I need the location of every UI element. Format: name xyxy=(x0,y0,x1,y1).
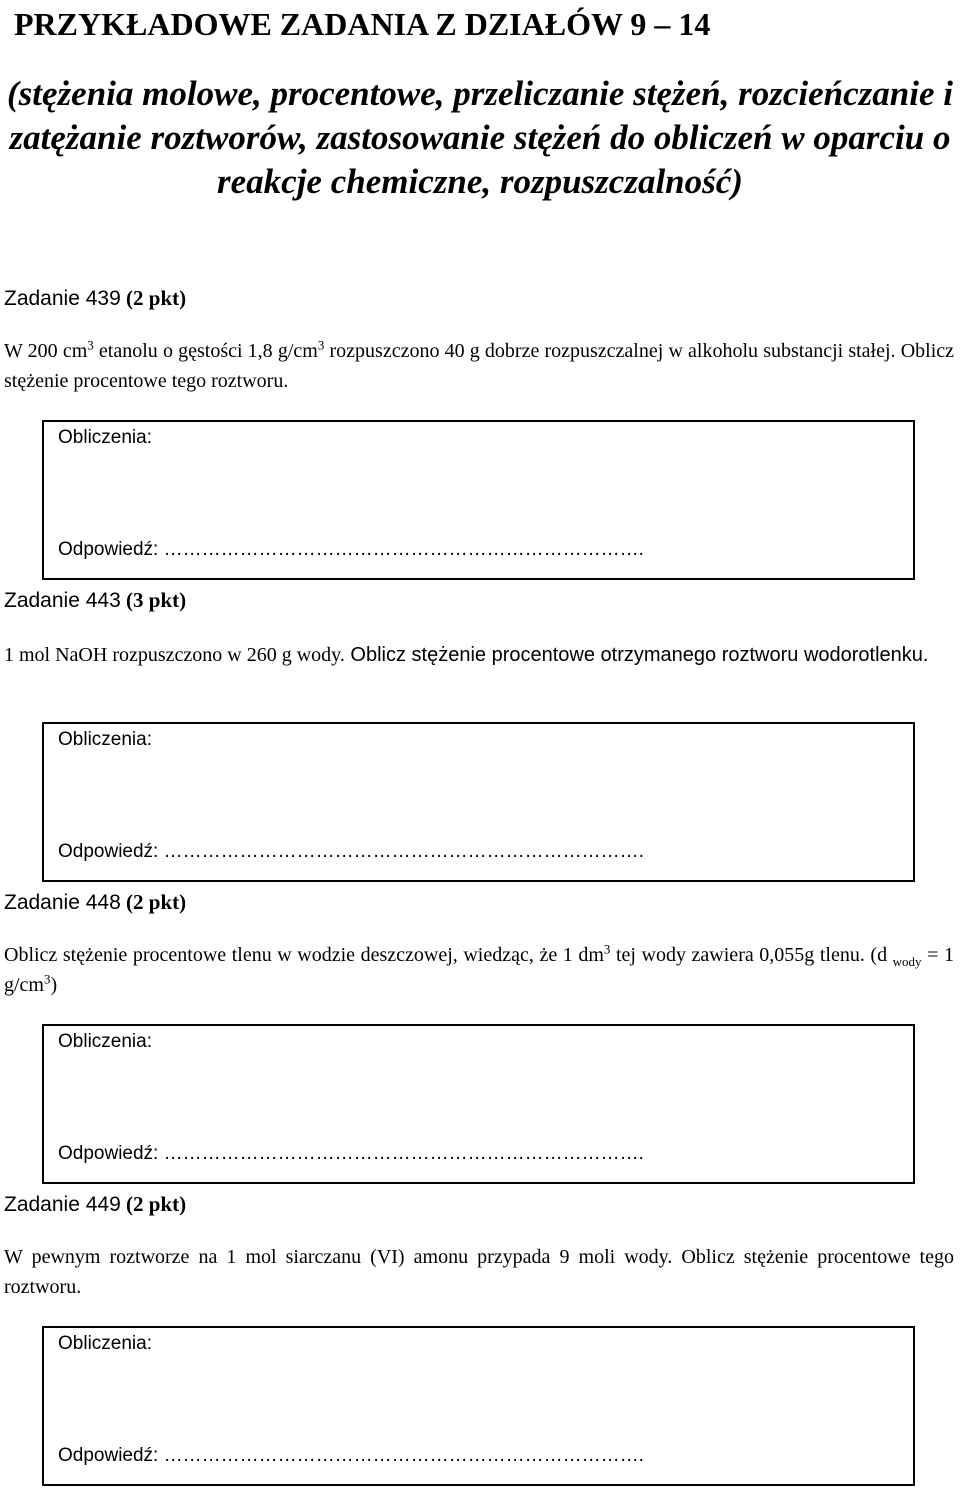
task-448-title xyxy=(4,888,186,917)
answer-line: Odpowiedź: …………………………………………………………………. xyxy=(58,841,644,862)
task-449-answer-box[interactable] xyxy=(42,1326,915,1486)
task-439-text xyxy=(4,336,954,396)
task-448-answer-box[interactable] xyxy=(42,1024,915,1184)
task-443-answer-box[interactable] xyxy=(42,722,915,882)
task-number: Zadanie 439 xyxy=(4,287,121,310)
answer-line: Odpowiedź: …………………………………………………………………. xyxy=(58,1143,644,1164)
calculations-label: Obliczenia: xyxy=(58,427,152,448)
task-points: (3 pkt) xyxy=(126,588,187,612)
task-number: Zadanie 443 xyxy=(4,589,121,612)
superscript: 3 xyxy=(603,941,611,957)
task-text-part: 1 mol NaOH rozpuszczono w 260 g wody. xyxy=(4,644,345,666)
page-subtitle: (stężenia molowe, procentowe, przeliczanie stężeń, rozcieńczanie i zatężanie roztworów, zastosowanie stężeń do obliczeń w oparciu o reakcje chemiczne, rozpuszczalność) xyxy=(7,74,953,201)
task-439-answer-box[interactable] xyxy=(42,420,915,580)
superscript: 3 xyxy=(44,971,51,987)
page-title: PRZYKŁADOWE ZADANIA Z DZIAŁÓW 9 – 14 xyxy=(14,6,711,42)
superscript: 3 xyxy=(87,337,94,353)
task-number: Zadanie 449 xyxy=(4,1193,121,1216)
task-text-part: ) xyxy=(50,974,58,996)
calculations-label: Obliczenia: xyxy=(58,1333,152,1354)
task-text-part: tej wody zawiera 0,055g tlenu. (d xyxy=(610,944,893,966)
subscript: wody xyxy=(892,954,922,969)
calculations-label: Obliczenia: xyxy=(58,1031,152,1052)
task-448-text xyxy=(4,940,954,1000)
task-points: (2 pkt) xyxy=(126,890,187,914)
task-443-title xyxy=(4,586,186,615)
task-points: (2 pkt) xyxy=(126,286,187,310)
task-points: (2 pkt) xyxy=(126,1192,187,1216)
task-text-part: = 1 g/cm xyxy=(4,944,954,996)
answer-line: Odpowiedź: …………………………………………………………………. xyxy=(58,1445,644,1466)
task-text-part: Oblicz stężenie procentowe otrzymanego roztworu wodorotlenku. xyxy=(344,644,929,666)
task-449-text: W pewnym roztworze na 1 mol siarczanu (VI) amonu przypada 9 moli wody. Oblicz stężenie procentowe tego roztworu. xyxy=(4,1246,954,1298)
task-text-part: W 200 cm xyxy=(4,340,88,362)
task-449-title xyxy=(4,1190,186,1219)
task-text-part: etanolu o gęstości 1,8 g/cm xyxy=(93,340,318,362)
task-text-part: rozpuszczono 40 g dobrze rozpuszczalnej w alkoholu substancji stałej. Oblicz stężenie procentowe tego roztworu. xyxy=(4,340,955,392)
task-439-title xyxy=(4,284,186,313)
task-text-part: Oblicz stężenie procentowe tlenu w wodzie deszczowej, wiedząc, że 1 dm xyxy=(4,944,604,966)
answer-line: Odpowiedź: …………………………………………………………………. xyxy=(58,539,644,560)
task-number: Zadanie 448 xyxy=(4,891,121,914)
superscript: 3 xyxy=(317,337,325,353)
calculations-label: Obliczenia: xyxy=(58,729,152,750)
task-443-text xyxy=(4,640,954,670)
